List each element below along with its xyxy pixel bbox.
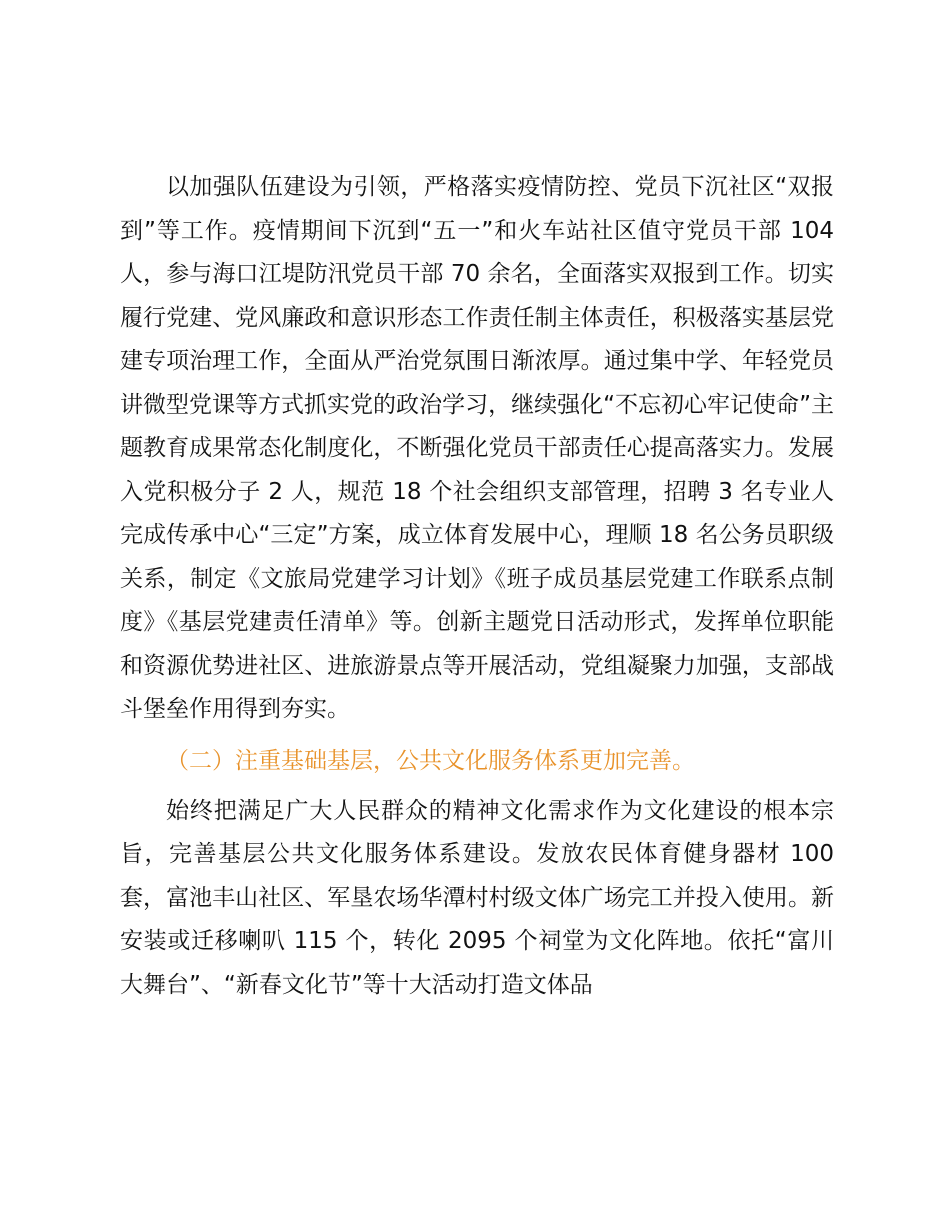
document-body [120, 166, 834, 1007]
paragraph-party-building: 以加强队伍建设为引领，严格落实疫情防控、党员下沉社区“双报到”等工作。疫情期间下沉到“五一”和火车站社区值守党员干部 104 人，参与海口江堤防汛党员干部 70 余名，全面落实双报到工作。切实履行党建、党风廉政和意识形态工作责任制主体责任，积极落实基层党建专项治理工作，全面从严治党氛围日渐浓厚。通过集中学、年轻党员讲微型党课等方式抓实党的政治学习，继续强化“不忘初心牢记使命”主题教育成果常态化制度化，不断强化党员干部责任心提高落实力。发展入党积极分子 2 人，规范 18 个社会组织支部管理，招聘 3 名专业人完成传承中心“三定”方案，成立体育发展中心，理顺 18 名公务员职级关系，制定《文旅局党建学习计划》《班子成员基层党建工作联系点制度》《基层党建责任清单》等。创新主题党日活动形式，发挥单位职能和资源优势进社区、进旅游景点等开展活动，党组凝聚力加强，支部战斗堡垒作用得到夯实。 [120, 174, 834, 722]
paragraph-public-culture: 始终把满足广大人民群众的精神文化需求作为文化建设的根本宗旨，完善基层公共文化服务体系建设。发放农民体育健身器材 100 套，富池丰山社区、军垦农场华潭村村级文体广场完工并投入使用。新安装或迁移喇叭 115 个，转化 2095 个祠堂为文化阵地。依托“富川大舞台”、“新春文化节”等十大活动打造文体品 [120, 797, 834, 998]
section-heading: （二）注重基础基层，公共文化服务体系更加完善。 [166, 747, 695, 774]
